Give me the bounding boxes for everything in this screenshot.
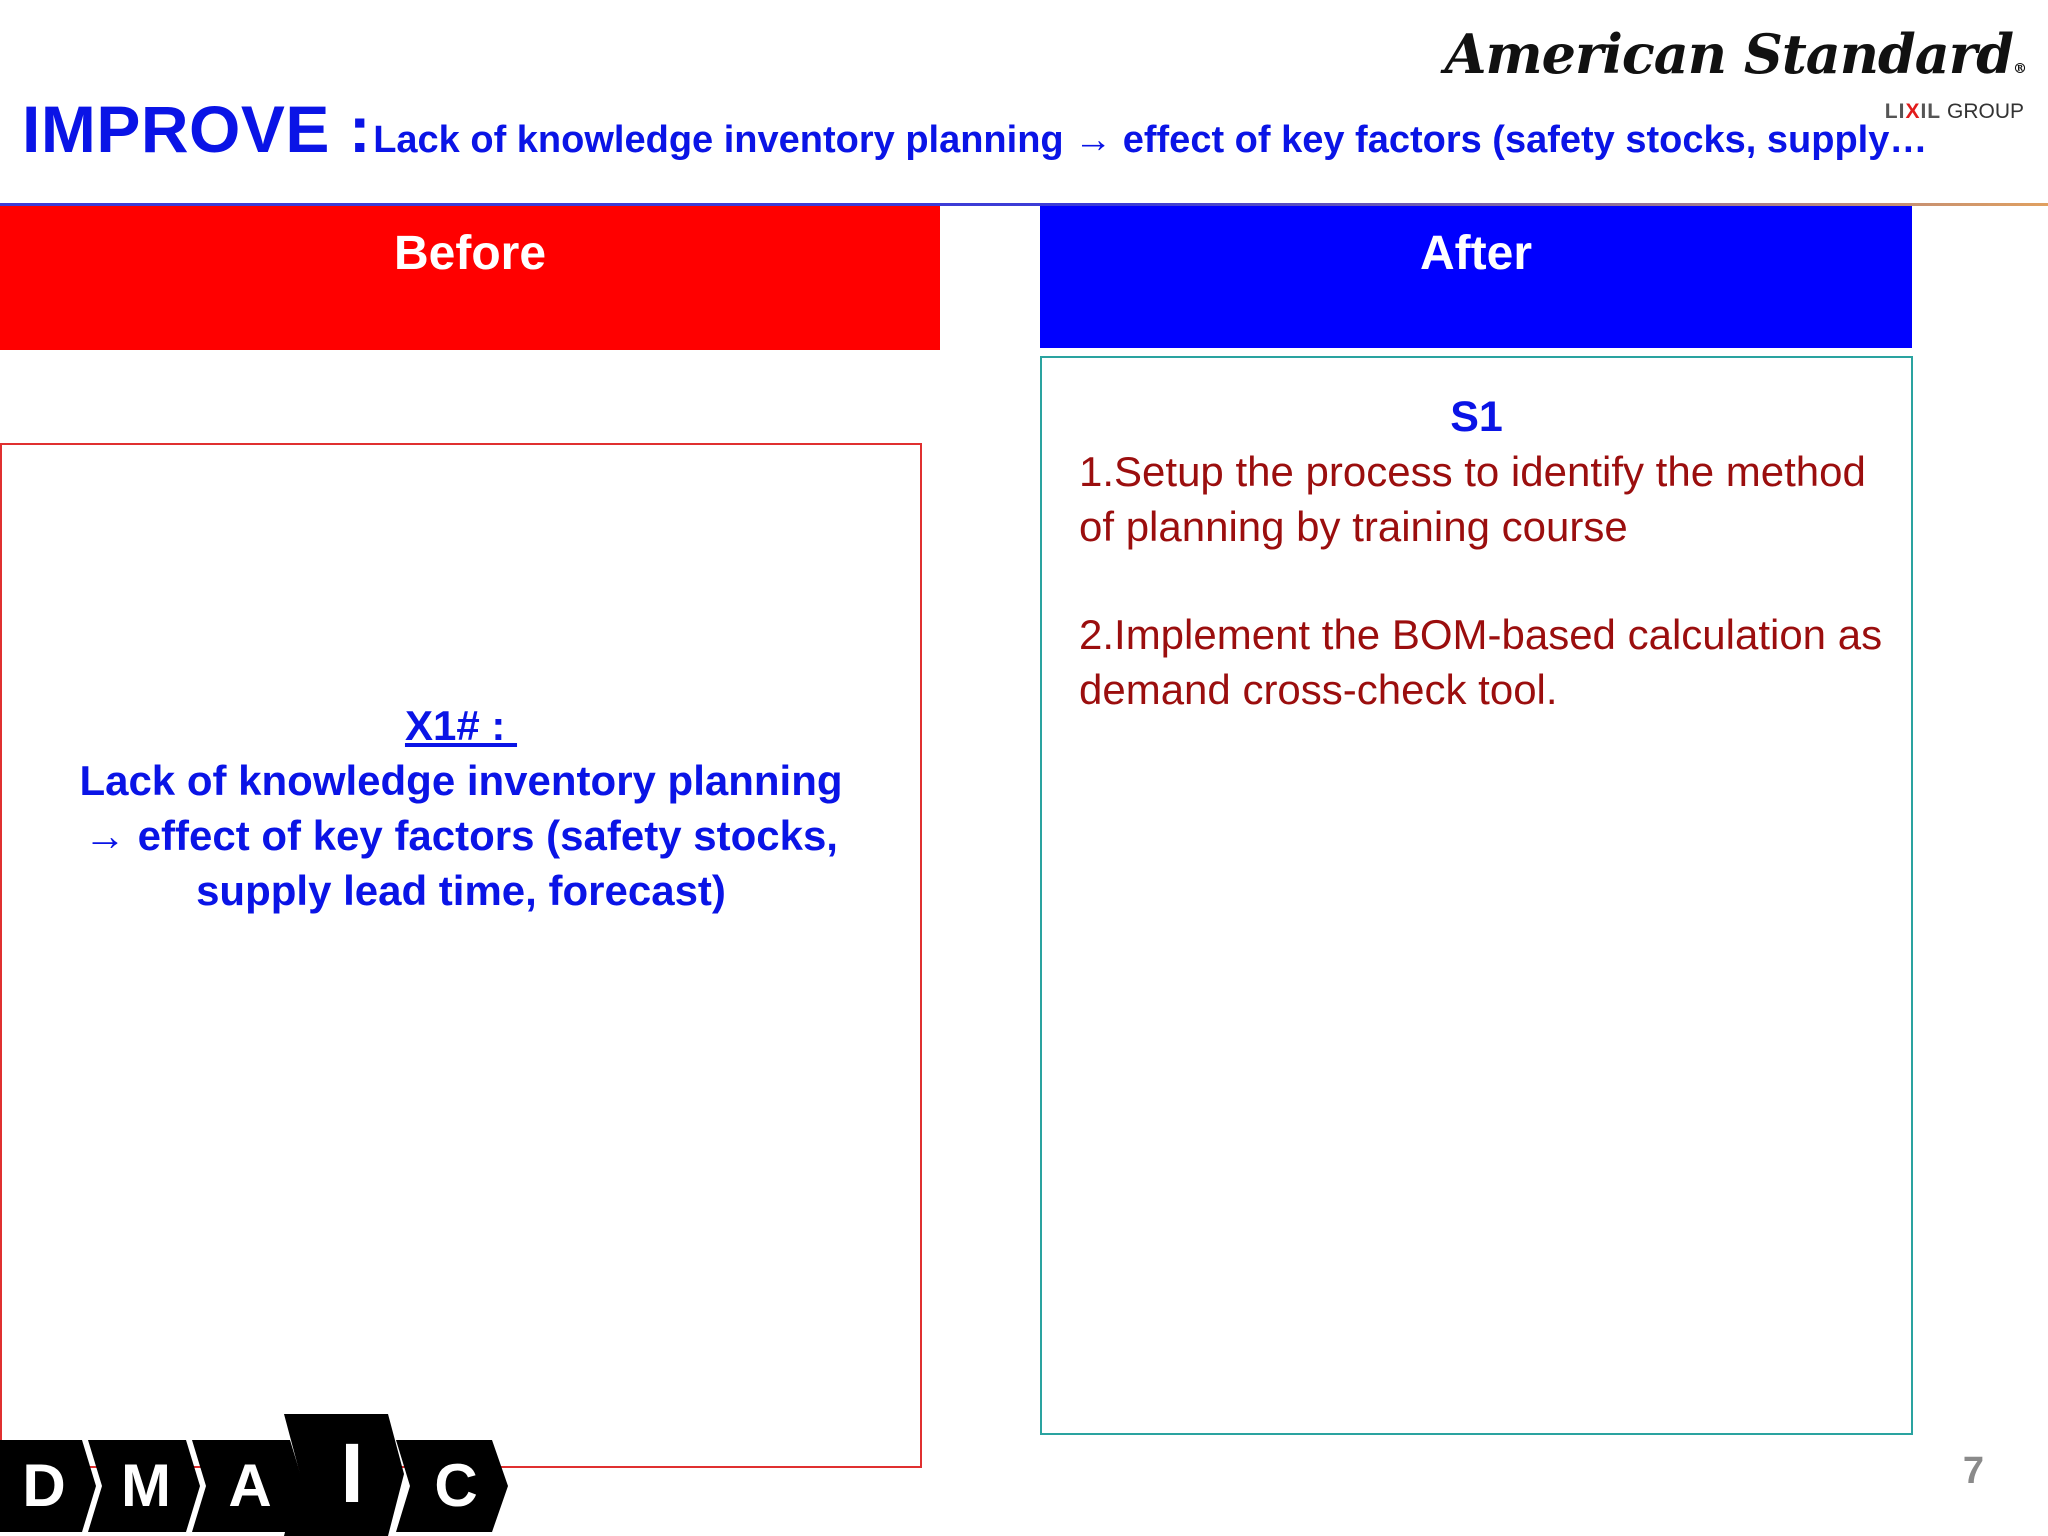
before-line-1: Lack of knowledge inventory planning — [79, 757, 843, 804]
x1-label: X1# : — [404, 702, 518, 749]
dmaic-letter-a: A — [228, 1452, 272, 1519]
s1-label: S1 — [1450, 393, 1503, 441]
after-header-label: After — [1419, 227, 1532, 280]
before-header-label: Before — [393, 227, 547, 280]
registered-mark: ® — [2013, 61, 2026, 77]
before-header — [0, 206, 940, 350]
dmaic-bar — [0, 1410, 510, 1536]
page-number: 7 — [1962, 1450, 1984, 1492]
logo-wordmark-text: American Standard — [1444, 22, 2013, 86]
after-header — [1040, 206, 1912, 348]
dmaic-letter-d: D — [22, 1452, 66, 1519]
title-main: IMPROVE : — [22, 92, 372, 166]
after-step-1: 1.Setup the process to identify the method of planning by training course — [1079, 448, 1866, 550]
before-box — [0, 443, 922, 1468]
slide-title — [22, 92, 1928, 166]
title-subtitle: Lack of knowledge inventory planning → effect of key factors (safety stocks, supply… — [373, 119, 1928, 161]
before-line-3: supply lead time, forecast) — [196, 867, 726, 914]
after-step-2: 2.Implement the BOM-based calculation as demand cross-check tool. — [1079, 611, 1883, 713]
before-line-2: → effect of key factors (safety stocks, — [84, 812, 838, 859]
american-standard-logo — [1445, 22, 2026, 86]
lixil-text: LIXIL — [1884, 100, 1942, 123]
lixil-x-mark: X — [1905, 100, 1921, 123]
before-content — [0, 698, 922, 918]
dmaic-letter-m: M — [121, 1452, 171, 1519]
group-text: GROUP — [1946, 100, 2024, 123]
dmaic-letter-i: I — [340, 1426, 364, 1520]
dmaic-letter-c: C — [434, 1452, 478, 1519]
